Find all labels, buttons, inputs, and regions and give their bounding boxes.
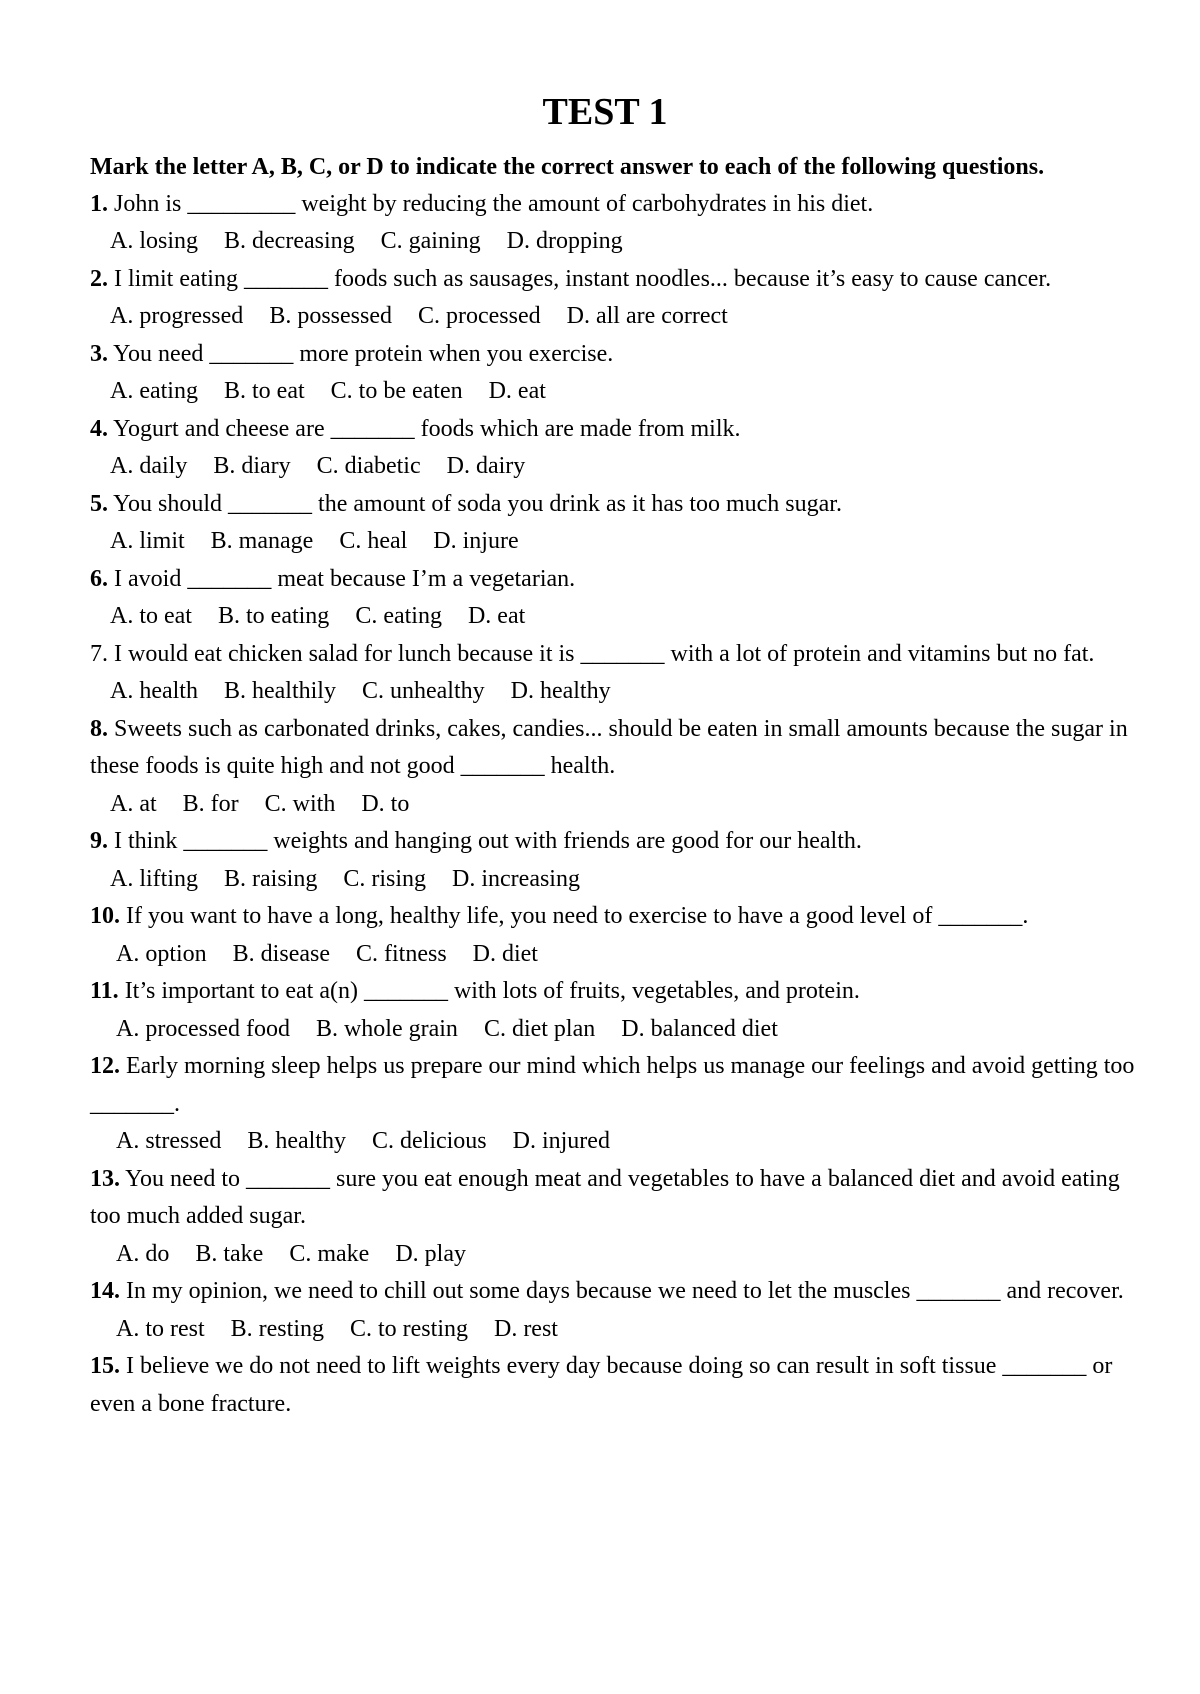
answer-option: D. dropping [506,228,623,255]
answer-option: D. injured [512,1128,610,1155]
question-number: 12. [90,1053,120,1080]
answer-options [90,298,1140,336]
answer-option: D. diet [472,940,538,967]
answer-option: A. to eat [110,603,192,630]
answer-option: C. heal [339,528,408,555]
answer-option: B. possessed [269,303,392,330]
question-number: 8. [90,715,108,742]
question-stem [90,1048,1140,1123]
instruction-text: Mark the letter A, B, C, or D to indicate the correct answer to each of the following questions. [90,153,1045,180]
question-item [90,186,1140,261]
answer-option: D. dairy [446,453,526,480]
answer-option: B. decreasing [224,228,355,255]
answer-option: A. do [116,1240,170,1267]
answer-option: C. rising [343,865,427,892]
question-text: Early morning sleep helps us prepare our mind which helps us manage our feelings and avoid getting too _______. [90,1053,1135,1117]
answer-option: B. healthily [223,678,336,705]
question-stem [90,336,1140,374]
question-number: 3. [90,340,108,367]
answer-options [90,223,1140,261]
question-text: I limit eating _______ foods such as sausages, instant noodles... because it’s easy to cause cancer. [114,265,1052,292]
question-number: 6. [90,565,108,592]
answer-option: C. diet plan [483,1015,596,1042]
answer-option: D. eat [467,603,526,630]
question-number: 15. [90,1353,120,1380]
answer-option: C. unhealthy [361,678,485,705]
answer-option: A. to rest [116,1315,205,1342]
answer-option: B. healthy [247,1128,346,1155]
page-title: TEST 1 [542,91,668,133]
answer-options [90,861,1140,899]
answer-option: C. with [264,790,336,817]
question-number: 5. [90,490,108,517]
question-number: 14. [90,1278,120,1305]
answer-option: D. healthy [510,678,611,705]
question-number: 7. [90,640,108,667]
answer-option: A. processed food [116,1015,290,1042]
question-stem [90,486,1140,524]
answer-option: C. eating [355,603,442,630]
question-stem [90,1273,1140,1311]
answer-option: A. option [116,940,207,967]
answer-option: D. injure [433,528,519,555]
answer-option: A. lifting [110,865,198,892]
question-item [90,1273,1140,1348]
question-item [90,486,1140,561]
answer-option: C. to be eaten [330,378,463,405]
question-item [90,561,1140,636]
answer-option: C. fitness [355,940,447,967]
answer-options [90,523,1140,561]
question-number: 9. [90,828,108,855]
answer-option: B. resting [230,1315,324,1342]
question-item [90,1161,1140,1274]
question-item [90,336,1140,411]
question-number: 13. [90,1165,120,1192]
answer-option: A. health [110,678,198,705]
question-number: 2. [90,265,108,292]
question-stem [90,186,1140,224]
answer-option: C. processed [417,303,541,330]
question-number: 10. [90,903,120,930]
question-text: I avoid _______ meat because I’m a vegetarian. [114,565,576,592]
answer-options [90,673,1140,711]
answer-option: B. whole grain [315,1015,458,1042]
question-stem [90,411,1140,449]
answer-option: B. manage [210,528,314,555]
question-stem [90,561,1140,599]
question-stem [90,261,1140,299]
question-item [90,898,1140,973]
question-number: 11. [90,978,119,1005]
question-text: Yogurt and cheese are _______ foods which are made from milk. [113,415,741,442]
answer-options [90,786,1140,824]
answer-option: D. eat [488,378,546,405]
answer-option: A. limit [110,528,185,555]
answer-options [90,598,1140,636]
question-text: I believe we do not need to lift weights every day because doing so can result in soft tissue _______ or even a bone fracture. [90,1353,1113,1417]
answer-options [90,936,1140,974]
answer-option: C. gaining [380,228,481,255]
question-stem [90,711,1140,786]
question-text: I think _______ weights and hanging out with friends are good for our health. [114,828,862,855]
answer-options [90,1236,1140,1274]
question-text: Sweets such as carbonated drinks, cakes, candies... should be eaten in small amounts because the sugar in these foods is quite high and not good _______ health. [90,715,1128,780]
answer-option: A. at [110,790,157,817]
answer-option: A. losing [110,228,199,255]
question-item [90,636,1140,711]
question-text: It’s important to eat a(n) _______ with lots of fruits, vegetables, and protein. [124,978,860,1005]
answer-options [90,1011,1140,1049]
question-item [90,411,1140,486]
answer-option: B. to eat [223,378,305,405]
question-text: John is _________ weight by reducing the amount of carbohydrates in his diet. [114,190,874,217]
question-item [90,711,1140,824]
question-item [90,1348,1140,1423]
answer-option: B. disease [232,940,330,967]
answer-option: C. to resting [349,1315,468,1342]
answer-option: B. take [195,1240,264,1267]
question-item [90,973,1140,1048]
question-stem [90,823,1140,861]
question-text: In my opinion, we need to chill out some days because we need to let the muscles _______ and recover. [126,1278,1124,1305]
answer-option: A. stressed [116,1128,222,1155]
answer-option: D. balanced diet [621,1015,778,1042]
answer-option: A. daily [110,453,188,480]
question-text: You should _______ the amount of soda you drink as it has too much sugar. [113,490,842,517]
answer-option: D. to [361,790,410,817]
answer-option: D. all are correct [566,303,728,330]
answer-options [90,373,1140,411]
question-number: 1. [90,190,108,217]
question-text: You need _______ more protein when you exercise. [113,340,614,367]
answer-option: B. raising [224,865,318,892]
question-item [90,823,1140,898]
question-stem [90,1161,1140,1236]
answer-option: B. for [182,790,239,817]
question-text: If you want to have a long, healthy life, you need to exercise to have a good level of _______. [126,903,1029,930]
answer-option: C. delicious [371,1128,487,1155]
question-item [90,261,1140,336]
answer-options [90,1123,1140,1161]
answer-option: B. to eating [217,603,330,630]
answer-option: C. diabetic [316,453,421,480]
question-stem [90,636,1140,674]
question-number: 4. [90,415,108,442]
question-text: You need to _______ sure you eat enough meat and vegetables to have a balanced diet and avoid eating too much added sugar. [90,1165,1120,1230]
question-list [90,186,1140,1424]
answer-option: A. eating [110,378,198,405]
answer-option: B. diary [213,453,291,480]
question-stem [90,973,1140,1011]
answer-options [90,448,1140,486]
answer-option: D. play [395,1240,466,1267]
answer-option: D. rest [493,1315,558,1342]
question-text: I would eat chicken salad for lunch because it is _______ with a lot of protein and vitamins but no fat. [114,640,1095,667]
question-item [90,1048,1140,1161]
question-stem [90,1348,1140,1423]
answer-option: C. make [289,1240,370,1267]
question-stem [90,898,1140,936]
answer-options [90,1311,1140,1349]
answer-option: D. increasing [452,865,580,892]
answer-option: A. progressed [110,303,244,330]
